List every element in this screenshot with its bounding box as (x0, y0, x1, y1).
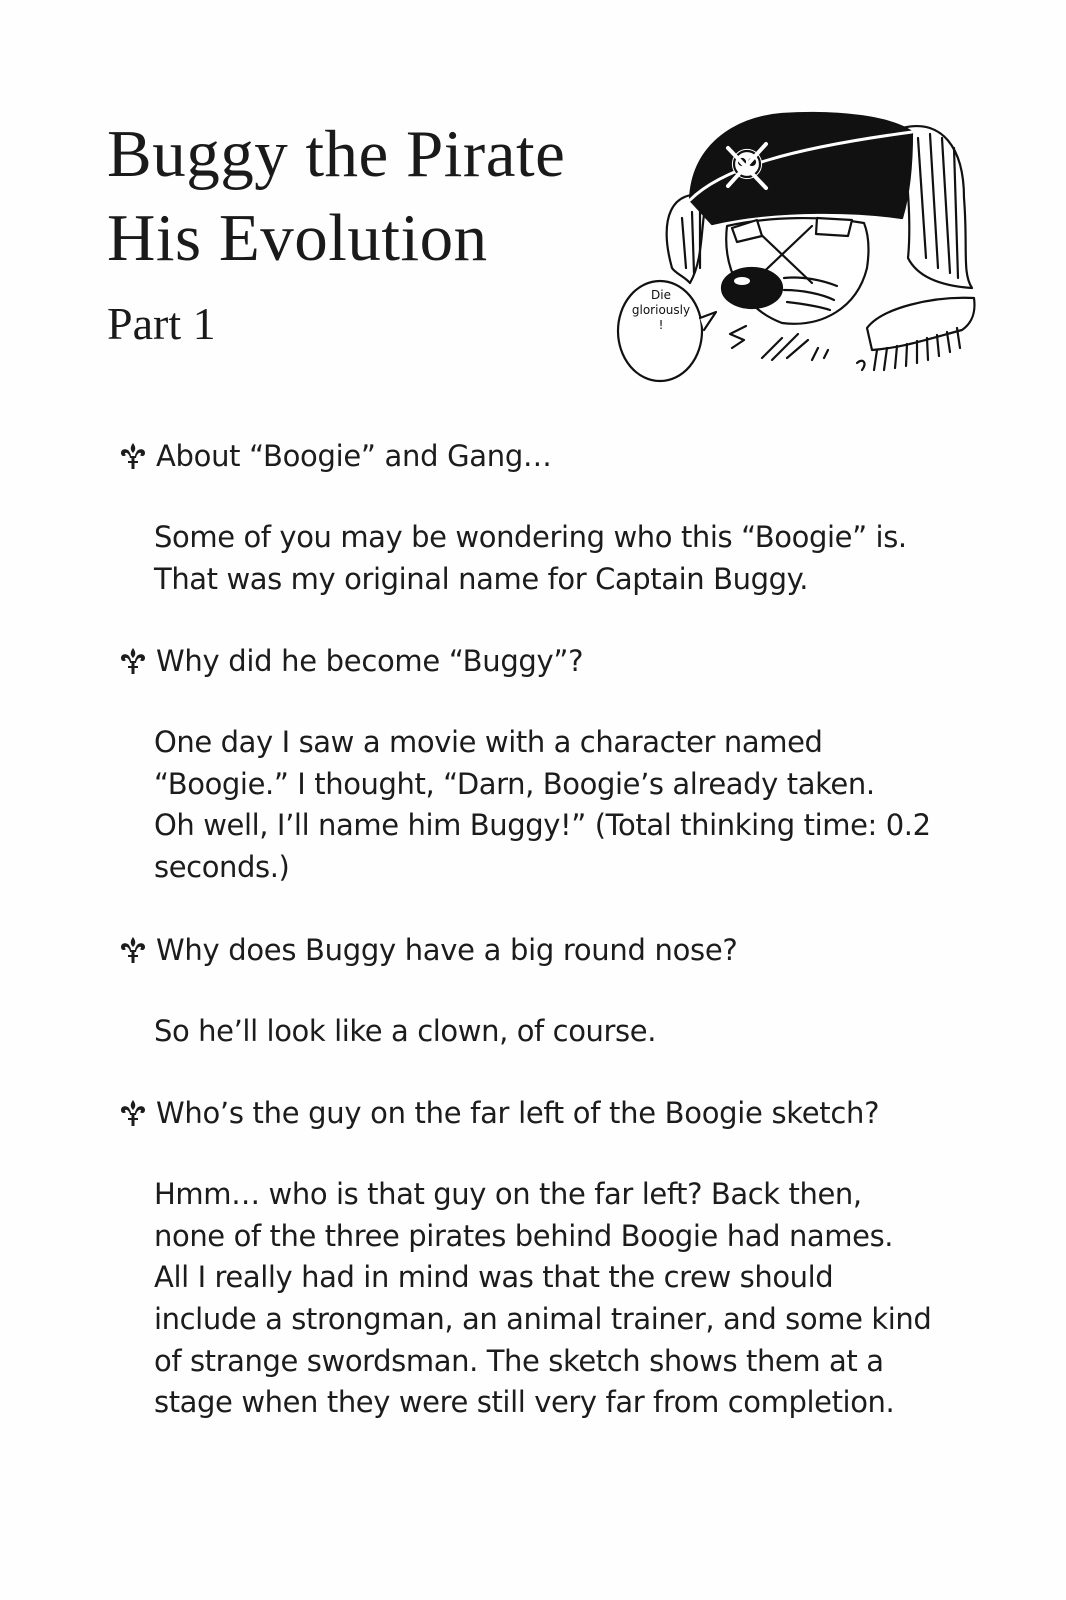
qa-section (118, 435, 958, 600)
title-block (107, 112, 565, 354)
answer-text: One day I saw a movie with a character named “Boogie.” I thought, “Darn, Boogie’s already taken. Oh well, I’ll name him Buggy!” (Total thinking time: 0.2 seconds.) (154, 725, 931, 884)
question-heading (118, 929, 958, 971)
answer-text: So he’ll look like a clown, of course. (154, 1013, 657, 1048)
speech-bubble-text: Die gloriously ! (631, 288, 691, 332)
qa-section (118, 929, 958, 1053)
page-subtitle: Part 1 (107, 298, 216, 349)
fleur-de-lis-icon (118, 646, 148, 676)
fleur-de-lis-icon (118, 441, 148, 471)
question-heading (118, 1092, 958, 1134)
fleur-de-lis-icon (118, 1098, 148, 1128)
question-heading (118, 640, 958, 682)
page-title-line-1: Buggy the Pirate (107, 117, 566, 191)
qa-section (118, 640, 958, 888)
page-title-line-2: His Evolution (107, 201, 488, 275)
fleur-de-lis-icon (118, 935, 148, 965)
question-text: Who’s the guy on the far left of the Boogie sketch? (156, 1096, 880, 1131)
qa-content (118, 435, 958, 1424)
answer-text: Some of you may be wondering who this “Boogie” is. That was my original name for Captain Buggy. (154, 520, 907, 596)
question-text: Why does Buggy have a big round nose? (156, 932, 738, 967)
question-text: About “Boogie” and Gang… (156, 439, 552, 473)
qa-section (118, 1092, 958, 1424)
answer-text: Hmm… who is that guy on the far left? Back then, none of the three pirates behind Boogie had names. All I really had in mind was that the crew should include a strongman, an animal trainer, and some kind of strange swordsman. The sketch shows them at a stage when they were still very far from completion. (154, 1177, 932, 1420)
clown-nose-icon (722, 268, 782, 308)
buggy-illustration (612, 108, 982, 390)
question-text: Why did he become “Buggy”? (156, 644, 584, 679)
question-heading (118, 435, 958, 477)
